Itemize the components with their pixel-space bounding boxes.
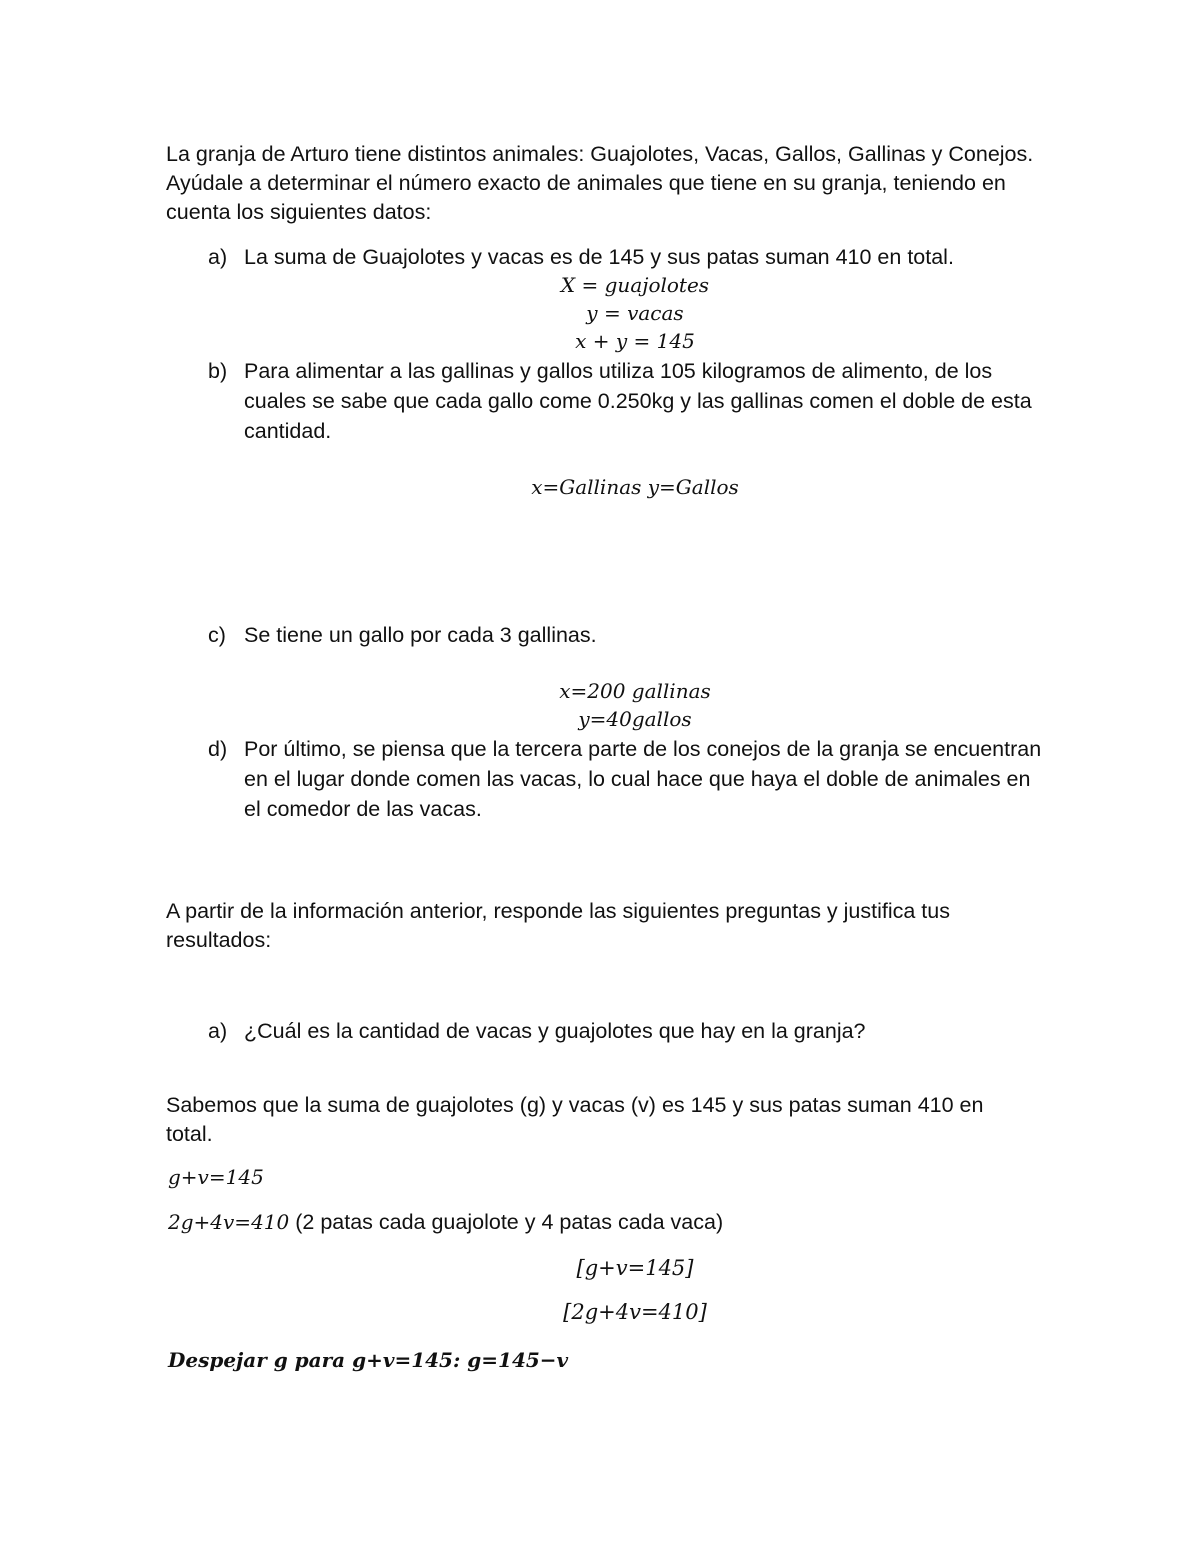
list-text: Se tiene un gallo por cada 3 gallinas.	[244, 623, 597, 647]
equation: 2g+4v=410	[168, 1210, 290, 1234]
question-item-a	[208, 1016, 1048, 1046]
list-label: c)	[208, 623, 226, 647]
solution-equation-1: g+v=145	[168, 1165, 264, 1189]
equation-sum: x + y = 145	[575, 329, 695, 353]
equation-note: (2 patas cada guajolote y 4 patas cada vaca)	[289, 1210, 724, 1234]
intro-paragraph: La granja de Arturo tiene distintos animales: Guajolotes, Vacas, Gallos, Gallinas y Conejos. Ayúdale a determinar el número exacto de animales que tiene en su granja, teniendo en cuenta los siguientes datos:	[166, 142, 1034, 224]
answer-paragraph: Sabemos que la suma de guajolotes (g) y vacas (v) es 145 y sus patas suman 410 en total.	[166, 1093, 984, 1146]
list-item-d	[208, 734, 1048, 824]
list-label: a)	[208, 1019, 228, 1043]
equation-gallinas-gallos: x=Gallinas y=Gallos	[531, 475, 739, 499]
equation-x-guajolotes: X = guajolotes	[560, 273, 710, 297]
list-text: Para alimentar a las gallinas y gallos utiliza 105 kilogramos de alimento, de los cuales se sabe que cada gallo come 0.250kg y las gallinas comen el doble de esta cantidad.	[244, 359, 1032, 443]
question-text: ¿Cuál es la cantidad de vacas y guajolotes que hay en la granja?	[244, 1019, 866, 1043]
equation-y-vacas: y = vacas	[586, 301, 684, 325]
list-text: Por último, se piensa que la tercera parte de los conejos de la granja se encuentran en el lugar donde comen las vacas, lo cual hace que haya el doble de animales en el comedor de las vacas.	[244, 737, 1042, 821]
list-label: d)	[208, 737, 228, 761]
list-item-b	[208, 356, 1048, 446]
solution-equation-2	[168, 1208, 723, 1236]
list-item-a	[208, 242, 1048, 272]
list-text: La suma de Guajolotes y vacas es de 145 y sus patas suman 410 en total.	[244, 245, 954, 269]
instruction-paragraph: A partir de la información anterior, responde las siguientes preguntas y justifica tus resultados:	[166, 899, 950, 952]
matrix-row-1: [g+v=145]	[576, 1256, 694, 1280]
list-label: a)	[208, 245, 228, 269]
matrix-row-2: [2g+4v=410]	[563, 1300, 707, 1324]
list-label: b)	[208, 359, 228, 383]
list-item-c	[208, 620, 1048, 650]
equation-gallinas-200: x=200 gallinas	[559, 679, 711, 703]
despejar-line: Despejar g para g+v=145: g=145−v	[168, 1348, 569, 1372]
equation-gallos-40: y=40gallos	[578, 707, 692, 731]
